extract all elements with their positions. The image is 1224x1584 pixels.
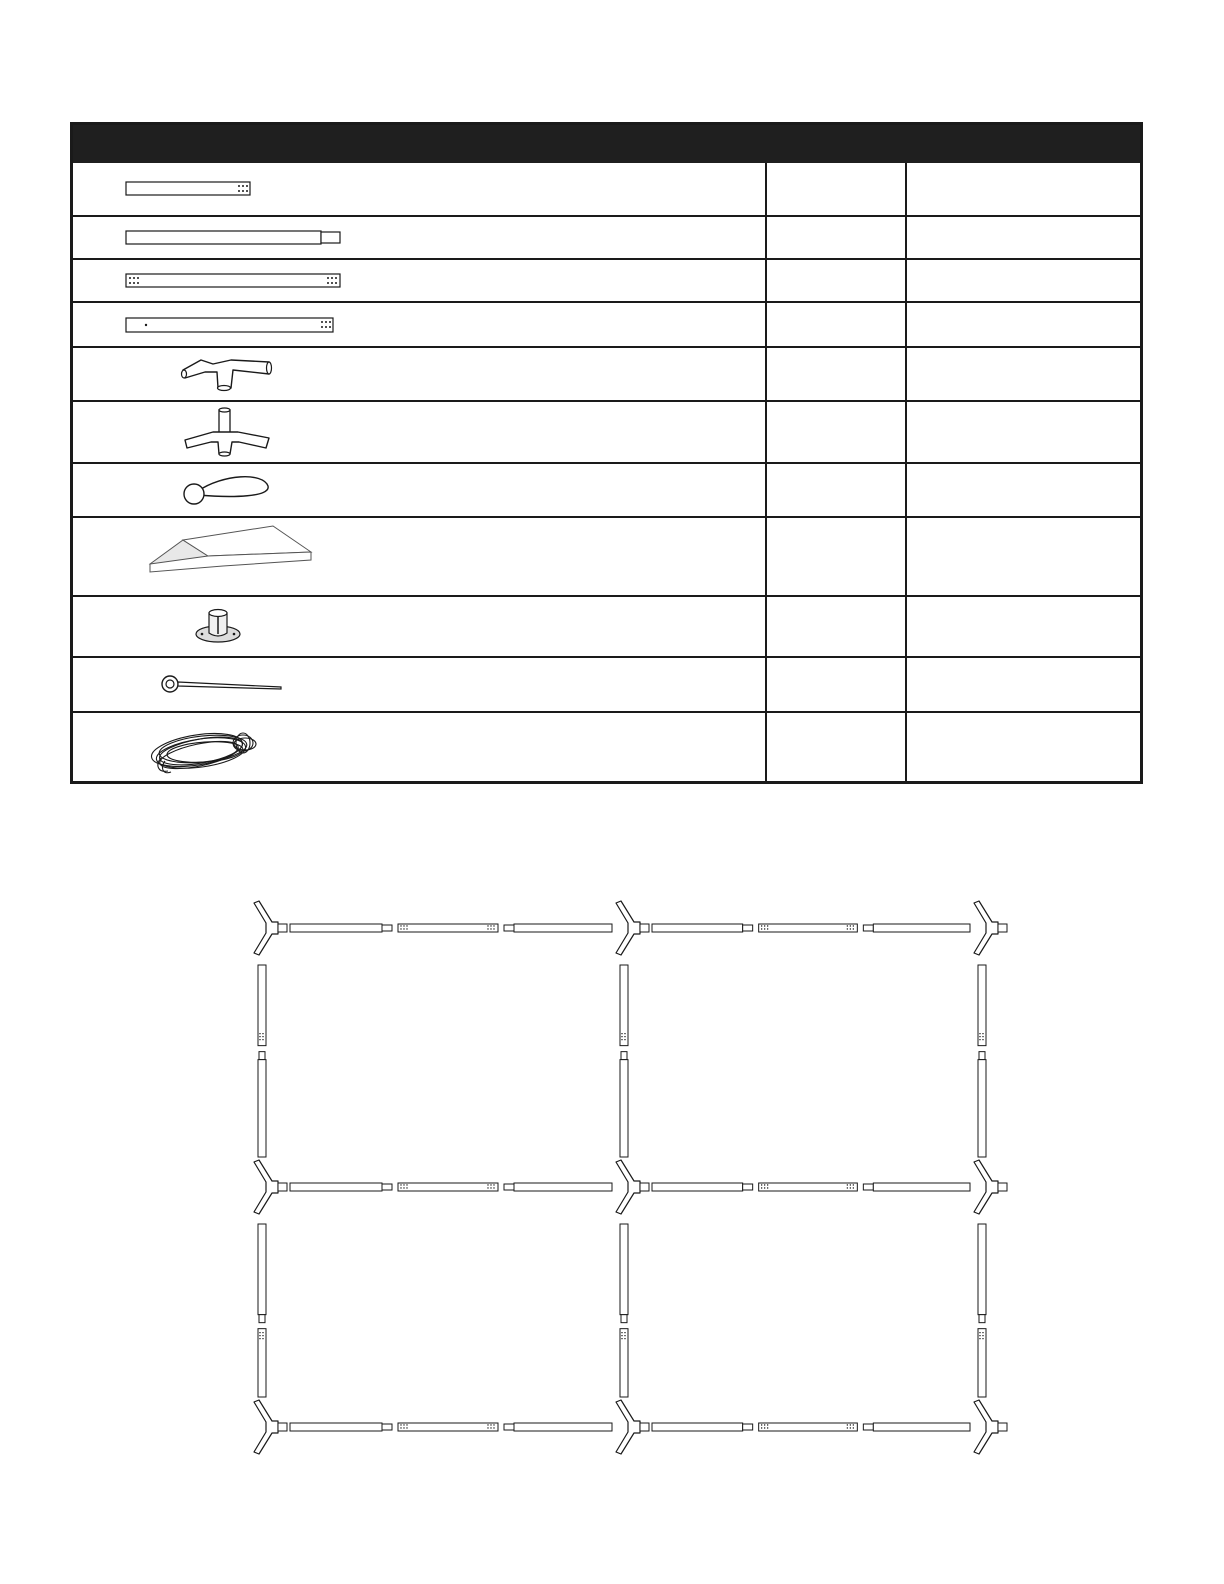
pole-hole xyxy=(493,925,494,926)
pole-swage xyxy=(979,1052,985,1060)
fitting-socket xyxy=(998,924,1007,932)
fitting-socket xyxy=(640,1423,649,1431)
fitting-socket xyxy=(640,924,649,932)
frame-layout-diagram-icon xyxy=(250,895,1010,1465)
fitting-connector xyxy=(974,1160,998,1214)
pole-hole xyxy=(850,928,851,929)
part-row-4 xyxy=(73,303,763,346)
pole-hole xyxy=(621,1036,622,1037)
pole-hole xyxy=(406,1427,407,1428)
pole-hole xyxy=(853,925,854,926)
fitting-socket xyxy=(278,924,287,932)
pole-hole xyxy=(764,1424,765,1425)
part-row-3 xyxy=(73,260,763,301)
stake-icon xyxy=(73,658,763,711)
roof-pole xyxy=(398,1423,498,1431)
leg-pole xyxy=(620,1329,628,1397)
pole-hole xyxy=(767,1187,768,1188)
pole-swage xyxy=(621,1315,627,1323)
pole-hole xyxy=(761,928,762,929)
pole-hole xyxy=(979,1335,980,1336)
pole-hole xyxy=(850,1427,851,1428)
pole-hole xyxy=(487,928,488,929)
pole-hole xyxy=(259,1039,260,1040)
fitting-connector xyxy=(616,1160,640,1214)
pole-swage xyxy=(743,1184,753,1190)
pole-hole xyxy=(490,928,491,929)
pole-hole xyxy=(761,925,762,926)
leg-pole xyxy=(978,1060,986,1157)
pole-hole xyxy=(982,1338,983,1339)
pole-hole xyxy=(403,928,404,929)
pole-hole xyxy=(624,1332,625,1333)
pole-swage xyxy=(382,925,392,931)
pole-hole xyxy=(847,1424,848,1425)
pole-hole xyxy=(493,1427,494,1428)
pole-hole xyxy=(767,925,768,926)
pole-hole xyxy=(982,1033,983,1034)
part-row-5 xyxy=(73,348,763,400)
pole-hole xyxy=(403,1184,404,1185)
pole-hole xyxy=(847,928,848,929)
fitting-socket xyxy=(998,1423,1007,1431)
pole-hole xyxy=(262,1036,263,1037)
pole-hole xyxy=(400,1184,401,1185)
pole-hole xyxy=(259,1033,260,1034)
pole-hole xyxy=(406,1187,407,1188)
pole-hole xyxy=(624,1036,625,1037)
pole-swage xyxy=(504,925,514,931)
pole-swage xyxy=(504,1184,514,1190)
pole-hole xyxy=(262,1335,263,1336)
pole-hole xyxy=(850,1184,851,1185)
part-row-10 xyxy=(73,658,763,711)
pole-hole xyxy=(979,1036,980,1037)
pole-hole xyxy=(850,925,851,926)
pole-swage xyxy=(621,1052,627,1060)
pole-hole xyxy=(853,1187,854,1188)
pole-hole xyxy=(490,1184,491,1185)
pole-hole xyxy=(853,1427,854,1428)
canopy-cover-icon xyxy=(73,518,763,595)
pole-hole xyxy=(493,1187,494,1188)
fitting-socket xyxy=(278,1423,287,1431)
pole-hole xyxy=(767,1424,768,1425)
parts-table xyxy=(70,122,1143,784)
pole-hole xyxy=(621,1033,622,1034)
pole-swage xyxy=(863,1424,873,1430)
pole-hole xyxy=(262,1033,263,1034)
pole-hole xyxy=(403,1427,404,1428)
pole-hole xyxy=(621,1335,622,1336)
pole-hole xyxy=(847,1184,848,1185)
pole-hole xyxy=(400,1427,401,1428)
fitting-connector xyxy=(254,901,278,955)
pole-hole xyxy=(621,1338,622,1339)
pole-hole xyxy=(400,1424,401,1425)
pole-hole xyxy=(262,1332,263,1333)
pole-swage xyxy=(259,1052,265,1060)
leg-pole xyxy=(978,1329,986,1397)
fitting-connector xyxy=(254,1400,278,1454)
pole-swage xyxy=(382,1424,392,1430)
part-row-9 xyxy=(73,597,763,656)
roof-pole xyxy=(873,924,970,932)
swaged-leg-pole-icon xyxy=(73,217,763,258)
pole-hole xyxy=(400,928,401,929)
pole-swage xyxy=(979,1315,985,1323)
pole-hole xyxy=(979,1332,980,1333)
pole-hole xyxy=(764,928,765,929)
pole-hole xyxy=(259,1338,260,1339)
pole-swage xyxy=(863,925,873,931)
fitting-socket xyxy=(640,1183,649,1191)
corner-fitting-icon xyxy=(73,348,763,400)
pole-hole xyxy=(764,925,765,926)
roof-pole xyxy=(514,1183,612,1191)
pole-hole xyxy=(403,1424,404,1425)
pole-hole xyxy=(259,1332,260,1333)
leg-pole xyxy=(620,1224,628,1315)
pole-hole xyxy=(490,1427,491,1428)
roof-pole xyxy=(873,1423,970,1431)
center-fitting-icon xyxy=(73,402,763,462)
leg-pole xyxy=(620,965,628,1046)
leg-pole xyxy=(258,1329,266,1397)
fitting-socket xyxy=(998,1183,1007,1191)
part-row-2 xyxy=(73,217,763,258)
pole-hole xyxy=(403,925,404,926)
pole-hole xyxy=(850,1187,851,1188)
pole-hole xyxy=(621,1039,622,1040)
column-divider xyxy=(765,163,767,781)
roof-pole xyxy=(398,924,498,932)
pole-hole xyxy=(406,1424,407,1425)
pole-hole xyxy=(406,1184,407,1185)
pole-hole xyxy=(761,1427,762,1428)
pole-hole xyxy=(764,1187,765,1188)
pole-hole xyxy=(487,1427,488,1428)
pole-hole xyxy=(490,1424,491,1425)
pole-hole xyxy=(259,1335,260,1336)
pole-hole xyxy=(406,925,407,926)
pole-hole xyxy=(853,1184,854,1185)
pole-hole xyxy=(400,1187,401,1188)
pole-swage xyxy=(743,925,753,931)
pole-hole xyxy=(767,1184,768,1185)
pole-hole xyxy=(624,1039,625,1040)
pole-hole xyxy=(853,1424,854,1425)
pole-hole xyxy=(979,1033,980,1034)
part-row-6 xyxy=(73,402,763,462)
pole-hole xyxy=(847,1427,848,1428)
pole-hole xyxy=(853,928,854,929)
pole-hole xyxy=(982,1335,983,1336)
pole-hole xyxy=(761,1184,762,1185)
foot-base-icon xyxy=(73,597,763,656)
pole-hole xyxy=(847,925,848,926)
pole-hole xyxy=(259,1036,260,1037)
long-pole-holes-both-ends-icon xyxy=(73,260,763,301)
column-divider xyxy=(905,163,907,781)
pole-hole xyxy=(982,1332,983,1333)
pole-hole xyxy=(982,1039,983,1040)
ball-bungee-icon xyxy=(73,464,763,516)
roof-pole xyxy=(514,924,612,932)
pole-swage xyxy=(863,1184,873,1190)
pole-hole xyxy=(764,1427,765,1428)
roof-pole xyxy=(759,1183,858,1191)
pole-hole xyxy=(982,1036,983,1037)
rope-coil-icon xyxy=(73,713,763,781)
pole-hole xyxy=(493,1424,494,1425)
leg-pole xyxy=(258,1224,266,1315)
roof-pole xyxy=(759,1423,858,1431)
fitting-connector xyxy=(254,1160,278,1214)
pole-hole xyxy=(262,1338,263,1339)
fitting-connector xyxy=(616,901,640,955)
pole-hole xyxy=(767,928,768,929)
pole-hole xyxy=(761,1187,762,1188)
pole-hole xyxy=(624,1033,625,1034)
pole-hole xyxy=(490,925,491,926)
pole-hole xyxy=(493,1184,494,1185)
part-row-8 xyxy=(73,518,763,595)
pole-hole xyxy=(850,1424,851,1425)
pole-hole xyxy=(487,1184,488,1185)
pole-hole xyxy=(487,1187,488,1188)
leg-pole xyxy=(978,1224,986,1315)
roof-pole xyxy=(759,924,858,932)
roof-pole xyxy=(652,924,743,932)
short-pole-with-holes-icon xyxy=(73,163,763,215)
pole-swage xyxy=(382,1184,392,1190)
part-row-7 xyxy=(73,464,763,516)
roof-pole xyxy=(652,1423,743,1431)
pole-hole xyxy=(490,1187,491,1188)
fitting-socket xyxy=(278,1183,287,1191)
pole-hole xyxy=(979,1338,980,1339)
pole-hole xyxy=(621,1332,622,1333)
roof-pole xyxy=(398,1183,498,1191)
fitting-connector xyxy=(974,901,998,955)
pole-hole xyxy=(403,1187,404,1188)
pole-hole xyxy=(979,1039,980,1040)
roof-pole xyxy=(290,1423,382,1431)
pole-swage xyxy=(743,1424,753,1430)
pole-hole xyxy=(624,1335,625,1336)
fitting-connector xyxy=(974,1400,998,1454)
pole-hole xyxy=(624,1338,625,1339)
pole-hole xyxy=(400,925,401,926)
pole-swage xyxy=(259,1315,265,1323)
leg-pole xyxy=(978,965,986,1046)
pole-swage xyxy=(504,1424,514,1430)
pole-hole xyxy=(761,1424,762,1425)
pole-hole xyxy=(767,1427,768,1428)
pole-hole xyxy=(847,1187,848,1188)
pole-hole xyxy=(487,1424,488,1425)
roof-pole xyxy=(652,1183,743,1191)
part-row-1 xyxy=(73,163,763,215)
leg-pole xyxy=(258,965,266,1046)
part-row-11 xyxy=(73,713,763,781)
roof-pole xyxy=(873,1183,970,1191)
pole-hole xyxy=(487,925,488,926)
pole-hole xyxy=(764,1184,765,1185)
pole-hole xyxy=(262,1039,263,1040)
leg-pole xyxy=(258,1060,266,1157)
roof-pole xyxy=(290,924,382,932)
pole-hole xyxy=(406,928,407,929)
fitting-connector xyxy=(616,1400,640,1454)
leg-pole xyxy=(620,1060,628,1157)
table-header xyxy=(73,125,1140,163)
pole-single-hole-icon xyxy=(73,303,763,346)
pole-hole xyxy=(493,928,494,929)
roof-pole xyxy=(290,1183,382,1191)
roof-pole xyxy=(514,1423,612,1431)
